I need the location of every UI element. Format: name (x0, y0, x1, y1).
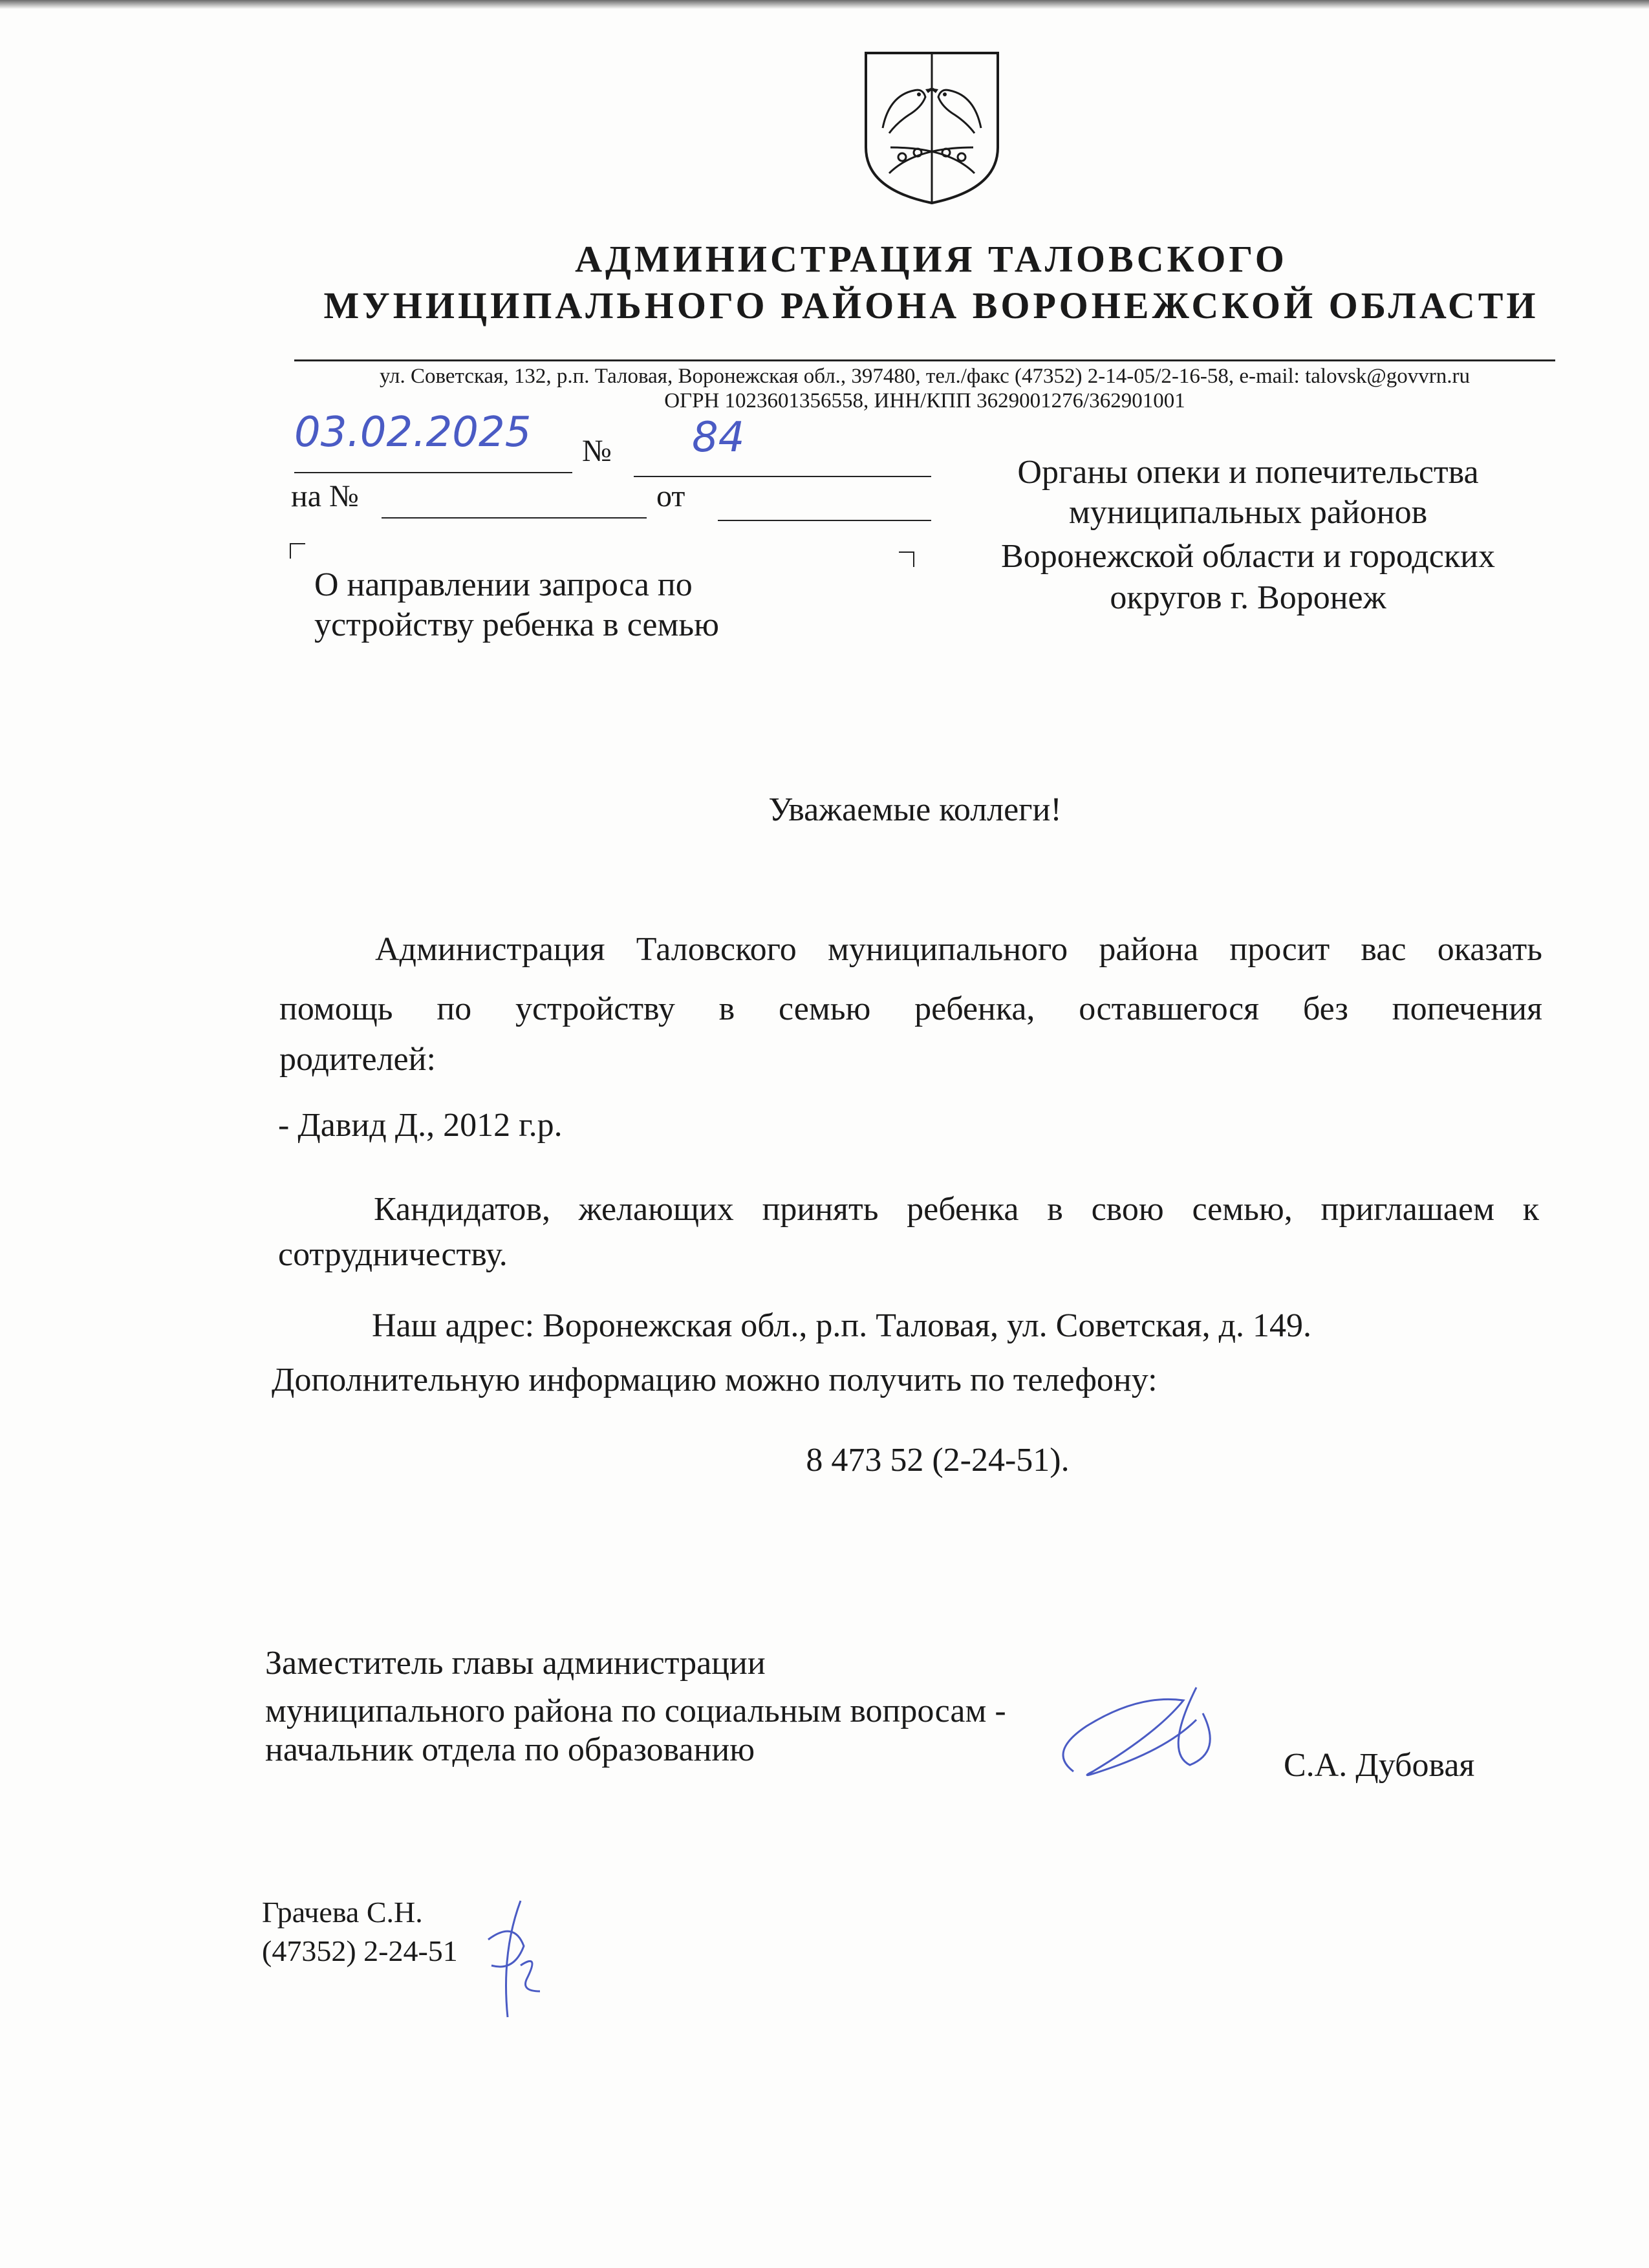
paragraph3-line2: Дополнительную информацию можно получить по телефону: (272, 1362, 1158, 1398)
paragraph3-line1: Наш адрес: Воронежская обл., р.п. Таловая, ул. Советская, д. 149. (372, 1307, 1312, 1344)
number-underline (634, 476, 931, 477)
ref-label: на № (291, 479, 359, 513)
ref-underline (382, 517, 647, 519)
paragraph2-line2: сотрудничеству. (278, 1236, 508, 1273)
scan-edge (0, 0, 1649, 9)
number-label: № (582, 434, 612, 468)
executor-initials-mark (475, 1894, 553, 2024)
handwritten-number: 84 (692, 414, 745, 462)
paragraph1-line2: помощь по устройству в семью ребенка, оставшегося без попечения (279, 990, 1542, 1027)
subject-corner-left (290, 543, 305, 559)
addressee-line3: Воронежской области и городских (1001, 538, 1495, 575)
handwritten-date: 03.02.2025 (294, 409, 532, 456)
org-address: ул. Советская, 132, р.п. Таловая, Воронежская обл., 397480, тел./факс (47352) 2-14-05/2-16-58, e-mail: talovsk@govvrn.ru (379, 365, 1471, 388)
subject-line1: О направлении запроса по (314, 566, 693, 603)
paragraph2-line1: Кандидатов, желающих принять ребенка в свою семью, приглашаем к (374, 1191, 1539, 1228)
addressee-line4: округов г. Воронеж (1110, 579, 1386, 616)
signatory-title-line2: муниципального района по социальным вопросам - (265, 1693, 1006, 1729)
paragraph1-line1: Администрация Таловского муниципального района просит вас оказать (375, 931, 1542, 968)
from-underline (718, 520, 931, 521)
org-registration-ids: ОГРН 1023601356558, ИНН/КПП 3629001276/362901001 (664, 389, 1185, 412)
executor-phone: (47352) 2-24-51 (262, 1934, 458, 1967)
signatory-title-line1: Заместитель главы администрации (265, 1645, 766, 1682)
coat-of-arms-icon (863, 50, 1000, 206)
signature-mark (1048, 1674, 1255, 1791)
addressee-line2: муниципальных районов (1068, 494, 1428, 531)
addressee-line1: Органы опеки и попечительства (1017, 454, 1479, 491)
org-title-line2: МУНИЦИПАЛЬНОГО РАЙОНА ВОРОНЕЖСКОЙ ОБЛАСТИ (323, 284, 1539, 326)
from-label: от (656, 479, 685, 513)
header-rule (294, 359, 1555, 361)
date-underline (294, 472, 572, 473)
signatory-name: С.А. Дубовая (1284, 1747, 1475, 1784)
signatory-title-line3: начальник отдела по образованию (265, 1731, 755, 1768)
subject-corner-right (899, 551, 914, 567)
subject-line2: устройству ребенка в семью (314, 606, 719, 643)
salutation: Уважаемые коллеги! (768, 791, 1062, 828)
child-entry: - Давид Д., 2012 г.р. (278, 1107, 563, 1144)
executor-name: Грачева С.Н. (262, 1896, 423, 1929)
org-title-line1: АДМИНИСТРАЦИЯ ТАЛОВСКОГО (575, 238, 1288, 280)
paragraph1-line3: родителей: (279, 1041, 436, 1078)
contact-phone: 8 473 52 (2-24-51). (806, 1442, 1070, 1479)
